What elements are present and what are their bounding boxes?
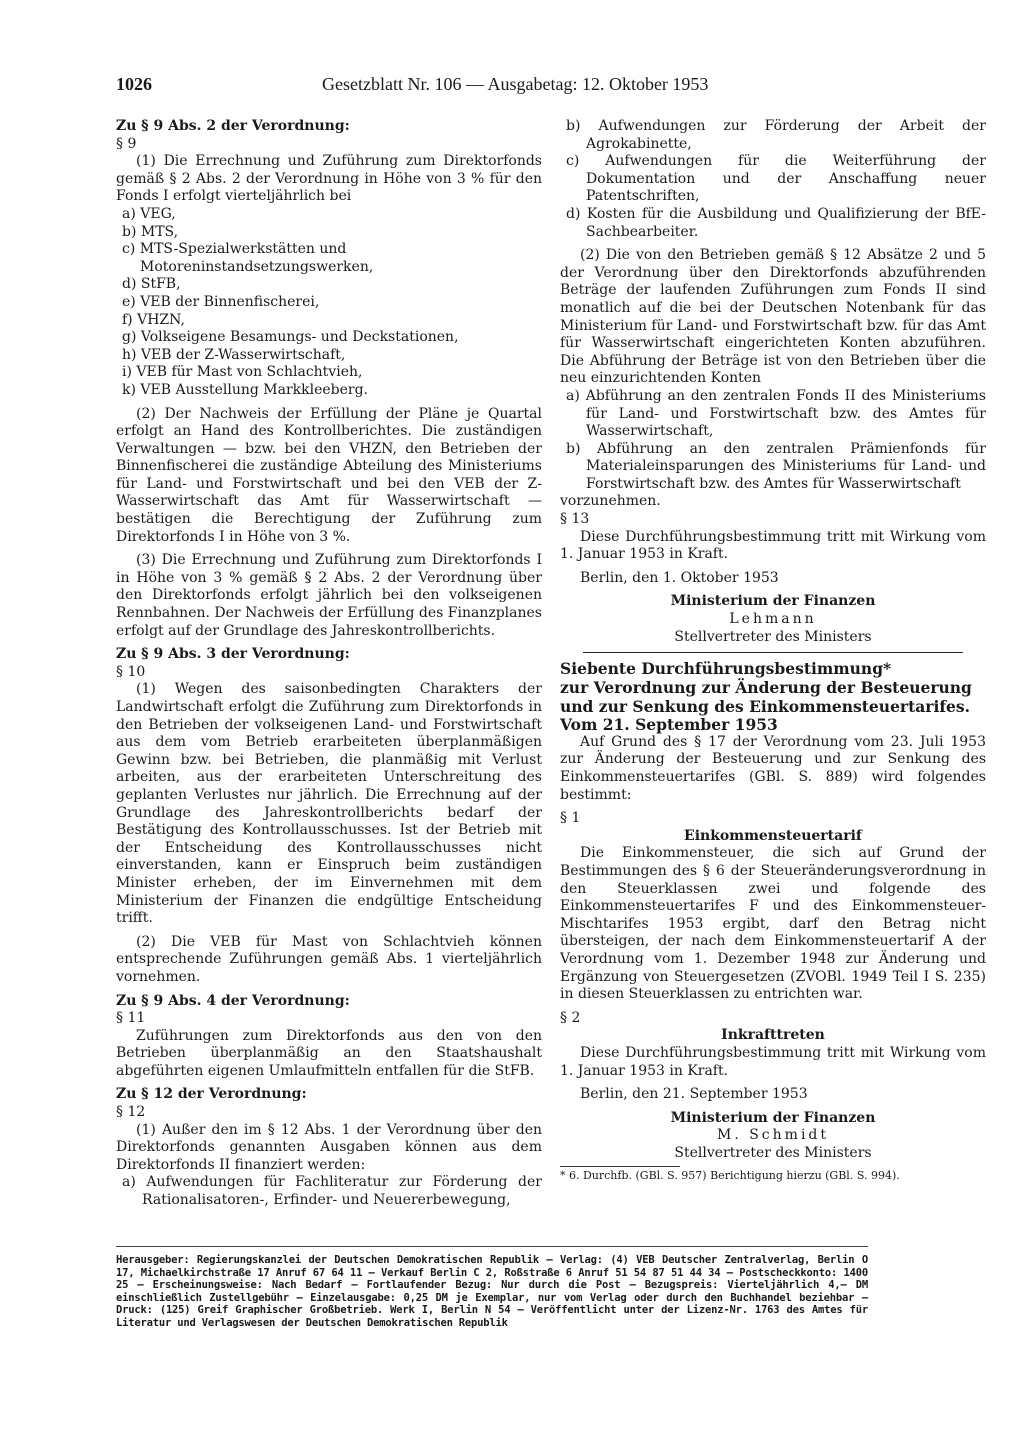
section-heading: Zu § 9 Abs. 4 der Verordnung:	[116, 992, 350, 1009]
right-column	[560, 118, 986, 1183]
document-title: zur Verordnung zur Änderung der Besteuerung	[560, 678, 972, 698]
list-item: e) VEB der Binnenfischerei,	[122, 293, 320, 310]
list-item: a) VEG,	[122, 205, 176, 222]
document-date: Vom 21. September 1953	[560, 715, 778, 735]
paragraph-text: vorzunehmen.	[560, 493, 661, 510]
paragraph-number: § 12	[116, 1104, 146, 1121]
paragraph-number: § 10	[116, 663, 146, 680]
section-heading: Zu § 12 der Verordnung:	[116, 1086, 307, 1103]
list-item: c) MTS-Spezialwerkstätten und Motoreninstandsetzungswerken,	[122, 241, 374, 275]
list	[560, 388, 986, 494]
list	[116, 206, 542, 400]
document-title: Siebente Durchführungsbestimmung*	[560, 659, 892, 679]
place-date: Berlin, den 1. Oktober 1953	[580, 569, 779, 586]
ministry-name: Ministerium der Finanzen	[670, 1109, 876, 1126]
paragraph-text: (2) Der Nachweis der Erfüllung der Pläne je Quartal erfolgt an Hand des Kontrollberichtes. Die zuständigen Verwaltungen — bzw. bei den VHZN, den Betrieben der Binnenfischerei die zuständige Abteilung des Ministeriums für Land- und Forstwirtschaft und bei den VEB der Z-Wasserwirtschaft das Amt für Wasserwirtschaft — bestätigen die Berechtigung der Zuführung zum Direktorfonds I in Höhe von 3 %.	[116, 405, 542, 545]
list-item: f) VHZN,	[122, 311, 185, 328]
list-item: d) StFB,	[122, 276, 181, 293]
list-item: b) Abführung an den zentralen Prämienfonds für Materialeinsparungen des Ministeriums für Land- und Forstwirtschaft bzw. des Amtes für Wasserwirtschaft	[566, 440, 986, 492]
list-item: a) Aufwendungen für Fachliteratur zur Förderung der Rationalisatoren-, Erfinder- und Neuererbewegung,	[122, 1174, 542, 1209]
paragraph-number: § 2	[560, 1009, 581, 1026]
list	[116, 1174, 542, 1209]
signer-name: Lehmann	[729, 611, 817, 628]
paragraph-number: § 11	[116, 1010, 146, 1027]
section-heading: Zu § 9 Abs. 3 der Verordnung:	[116, 646, 350, 663]
paragraph-text: Diese Durchführungsbestimmung tritt mit Wirkung vom 1. Januar 1953 in Kraft.	[560, 1044, 986, 1079]
list-item: d) Kosten für die Ausbildung und Qualifizierung der BfE-Sachbearbeiter.	[566, 205, 986, 240]
section-divider	[583, 652, 963, 653]
list-item: h) VEB der Z-Wasserwirtschaft,	[122, 346, 346, 363]
paragraph-text: (2) Die von den Betrieben gemäß § 12 Absätze 2 und 5 der Verordnung über den Direktorfonds abzuführenden Beträge der laufenden Zuführungen zum Fonds II sind monatlich auf die bei der Deutschen Notenbank für das Ministerium für Land- und Forstwirtschaft bzw. für das Amt für Wasserwirtschaft eingerichteten Konten abzuführen. Die Abführung der Beträge ist von den Betrieben über die neu einzurichtenden Konten	[560, 247, 986, 387]
signer-name: M. Schmidt	[716, 1127, 830, 1144]
paragraph-text: (2) Die VEB für Mast von Schlachtvieh können entsprechende Zuführungen gemäß Abs. 1 vierteljährlich vornehmen.	[116, 933, 542, 985]
paragraph-text: Diese Durchführungsbestimmung tritt mit Wirkung vom 1. Januar 1953 in Kraft.	[560, 528, 986, 563]
left-column	[116, 118, 542, 1210]
paragraph-number: § 1	[560, 810, 581, 827]
paragraph-number: § 9	[116, 135, 137, 152]
list-item: i) VEB für Mast von Schlachtvieh,	[122, 364, 363, 381]
page-title: Gesetzblatt Nr. 106 — Ausgabetag: 12. Oktober 1953	[322, 74, 709, 94]
paragraph-text: Die Einkommensteuer, die sich auf Grund der Bestimmungen des § 6 der Steueränderungsverordnung in den Steuerklassen zwei und folgende des Einkommensteuertarifes F und des Einkommensteuer-Mischtarifes 1953 ergibt, darf den Betrag nicht übersteigen, der nach dem Einkommensteuertarif A der Verordnung vom 1. Dezember 1948 zur Änderung und Ergänzung von Steuergesetzen (ZVOBl. 1949 Teil I S. 235) in diesen Steuerklassen zu entrichten war.	[560, 845, 986, 1003]
footnote: * 6. Durchfb. (GBl. S. 957) Berichtigung hierzu (GBl. S. 994).	[560, 1169, 900, 1183]
page-header	[116, 74, 792, 102]
paragraph-text: (1) Wegen des saisonbedingten Charakters der Landwirtschaft erfolgt die Zuführung zum Direktorfonds in den Betrieben der volkseigenen Land- und Forstwirtschaft aus dem vom Betrieb erarbeiteten überplanmäßigen Gewinn bzw. bei Betrieben, die planmäßig mit Verlust arbeiten, aus der erarbeiteten Unterschreitung des geplanten Verlustes nur jährlich. Die Errechnung auf der Grundlage des Jahreskontrollberichts bedarf der Bestätigung des Kontrollausschusses. Ist der Betrieb mit der Entscheidung des Kontrollausschusses nicht einverstanden, kann er Einspruch beim zuständigen Minister erheben, der im Einvernehmen mit dem Ministerium der Finanzen die endgültige Entscheidung trifft.	[116, 681, 542, 927]
list-item: a) Abführung an den zentralen Fonds II des Ministeriums für Land- und Forstwirtschaft bzw. des Amtes für Wasserwirtschaft,	[566, 387, 986, 440]
section-heading: Zu § 9 Abs. 2 der Verordnung:	[116, 118, 350, 134]
document-title: und zur Senkung des Einkommensteuertarifes.	[560, 697, 971, 717]
paragraph-text: (1) Außer den im § 12 Abs. 1 der Verordnung über den Direktorfonds genannten Ausgaben können aus dem Direktorfonds II finanziert werden:	[116, 1121, 542, 1173]
paragraph-title: Einkommensteuertarif	[684, 827, 862, 844]
place-date: Berlin, den 21. September 1953	[580, 1086, 808, 1103]
paragraph-title: Inkrafttreten	[721, 1027, 825, 1044]
list-item: b) MTS,	[122, 223, 179, 240]
signer-role: Stellvertreter des Ministers	[674, 1144, 872, 1161]
paragraph-text: (1) Die Errechnung und Zuführung zum Direktorfonds gemäß § 2 Abs. 2 der Verordnung in Höhe von 3 % für den Fonds I erfolgt vierteljährlich bei	[116, 153, 542, 205]
paragraph-number: § 13	[560, 511, 590, 528]
paragraph-text: (3) Die Errechnung und Zuführung zum Direktorfonds I in Höhe von 3 % gemäß § 2 Abs. 2 der Verordnung über den Direktorfonds erfolgt jährlich bei den volkseigenen Rennbahnen. Der Nachweis der Erfüllung des Finanzplanes erfolgt auf der Grundlage des Jahreskontrollberichts.	[116, 552, 542, 639]
list-item: g) Volkseigene Besamungs- und Deckstationen,	[122, 329, 459, 346]
paragraph-text: Zuführungen zum Direktorfonds aus den von den Betrieben überplanmäßig an den Staatshaushalt abgeführten eigenen Umlaufmitteln entfallen für die StFB.	[116, 1027, 542, 1079]
imprint: Herausgeber: Regierungskanzlei der Deutschen Demokratischen Republik — Verlag: (4) VEB Deutscher Zentralverlag, Berlin O 17, Michaelkirchstraße 17 Anruf 67 64 11 — Verkauf Berlin C 2, Roßstraße 6 Anruf 51 54 87 51 44 34 — Postscheckkonto: 1400 25 — Erscheinungsweise: Nach Bedarf — Fortlaufender Bezug: Nur durch die Post — Bezugspreis: Vierteljährlich 4,— DM einschließlich Zustellgebühr — Einzelausgabe: 0,25 DM je Exemplar, nur vom Verlag oder durch den Buchhandel beziehbar — Druck: (125) Greif Graphischer Großbetrieb. Werk I, Berlin N 54 — Veröffentlicht unter der Lizenz-Nr. 1763 des Amtes für Literatur und Verlagswesen der Deutschen Demokratischen Republik	[116, 1254, 868, 1329]
signer-role: Stellvertreter des Ministers	[674, 628, 872, 645]
page-number: 1026	[116, 74, 152, 94]
footnote-divider	[560, 1166, 680, 1167]
paragraph-text: Auf Grund des § 17 der Verordnung vom 23. Juli 1953 zur Änderung der Besteuerung und zur Senkung des Einkommensteuertarifes (GBl. S. 889) wird folgendes bestimmt:	[560, 733, 986, 803]
imprint-divider	[116, 1246, 868, 1247]
ministry-name: Ministerium der Finanzen	[670, 593, 876, 610]
list-item: c) Aufwendungen für die Weiterführung der Dokumentation und der Anschaffung neuer Patentschriften,	[566, 153, 986, 205]
list-item: k) VEB Ausstellung Markkleeberg.	[122, 381, 369, 398]
list-item: b) Aufwendungen zur Förderung der Arbeit der Agrokabinette,	[566, 118, 986, 152]
list	[560, 118, 986, 241]
